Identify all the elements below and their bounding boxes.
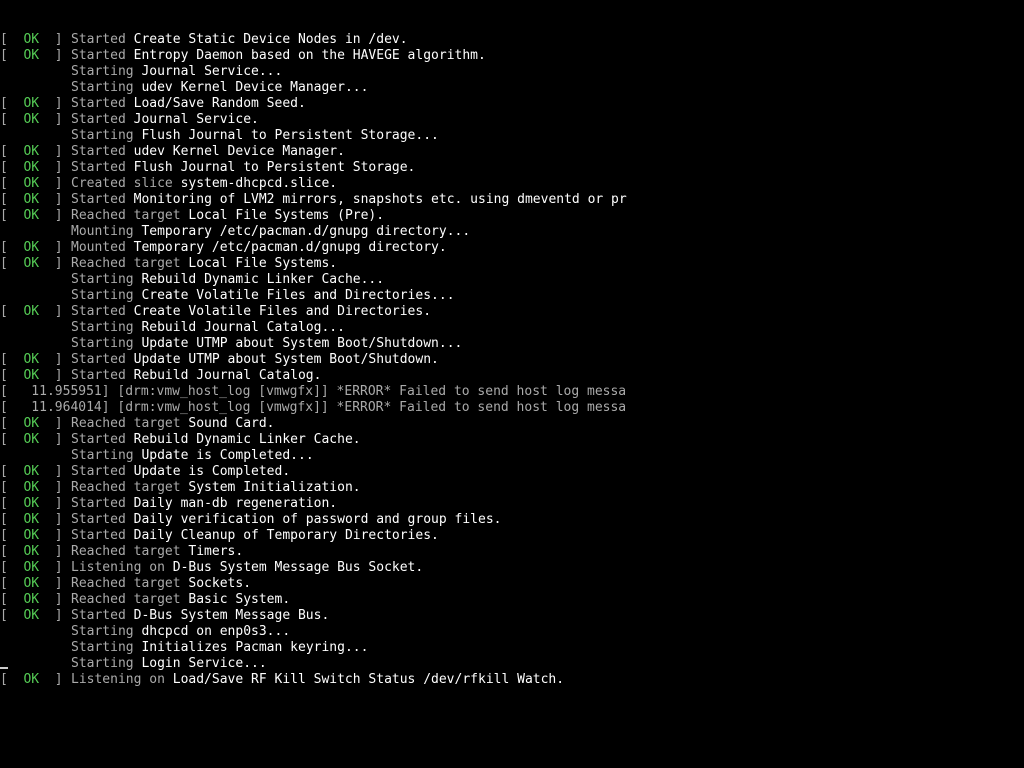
ok-status-badge: OK bbox=[23, 560, 40, 575]
status-column bbox=[0, 496, 71, 512]
log-line bbox=[0, 352, 1024, 368]
log-prefix: Started bbox=[71, 96, 126, 111]
ok-status-badge: OK bbox=[23, 144, 40, 159]
log-line bbox=[0, 144, 1024, 160]
log-line bbox=[0, 624, 1024, 640]
status-bracket-open: [ bbox=[0, 48, 8, 63]
log-prefix: Starting bbox=[71, 640, 134, 655]
status-bracket-close: ] bbox=[54, 608, 63, 623]
status-bracket-open: [ bbox=[0, 480, 8, 495]
status-bracket-close: ] bbox=[54, 672, 63, 687]
status-bracket-open: [ bbox=[0, 256, 8, 271]
log-prefix: Started bbox=[71, 192, 126, 207]
log-unit-text: Local File Systems. bbox=[188, 256, 338, 271]
status-column bbox=[0, 592, 71, 608]
status-bracket-open: [ bbox=[0, 608, 8, 623]
log-unit-text: Update is Completed. bbox=[133, 464, 291, 479]
log-prefix: Reached target bbox=[71, 592, 181, 607]
status-bracket-open: [ bbox=[0, 112, 8, 127]
status-column bbox=[0, 480, 71, 496]
log-prefix: Started bbox=[71, 144, 126, 159]
log-unit-text: Local File Systems (Pre). bbox=[188, 208, 385, 223]
log-line bbox=[0, 80, 1024, 96]
status-bracket-open: [ bbox=[0, 144, 8, 159]
ok-status-badge: OK bbox=[23, 208, 40, 223]
log-prefix: Starting bbox=[71, 128, 134, 143]
log-prefix: Started bbox=[71, 464, 126, 479]
log-line bbox=[0, 528, 1024, 544]
log-prefix: Starting bbox=[71, 336, 134, 351]
ok-status-badge: OK bbox=[23, 192, 40, 207]
log-line bbox=[0, 64, 1024, 80]
status-column bbox=[0, 560, 71, 576]
log-prefix: Started bbox=[71, 48, 126, 63]
log-unit-text: Temporary /etc/pacman.d/gnupg directory. bbox=[133, 240, 447, 255]
log-prefix: Started bbox=[71, 528, 126, 543]
ok-status-badge: OK bbox=[23, 464, 40, 479]
status-bracket-open: [ bbox=[0, 464, 8, 479]
log-unit-text: Create Volatile Files and Directories. bbox=[133, 304, 432, 319]
status-bracket-close: ] bbox=[54, 528, 63, 543]
log-line bbox=[0, 320, 1024, 336]
status-bracket-open: [ bbox=[0, 432, 8, 447]
log-line bbox=[0, 480, 1024, 496]
ok-status-badge: OK bbox=[23, 416, 40, 431]
log-unit-text: Entropy Daemon based on the HAVEGE algorithm. bbox=[133, 48, 486, 63]
log-prefix: Starting bbox=[71, 656, 134, 671]
log-unit-text: Basic System. bbox=[188, 592, 291, 607]
kernel-message: [ 11.955951] [drm:vmw_host_log [vmwgfx]] *ERROR* Failed to send host log messa bbox=[0, 384, 627, 399]
log-prefix: Mounting bbox=[71, 224, 134, 239]
ok-status-badge: OK bbox=[23, 544, 40, 559]
status-bracket-close: ] bbox=[54, 480, 63, 495]
log-unit-text: dhcpcd on enp0s3... bbox=[141, 624, 291, 639]
status-bracket-close: ] bbox=[54, 576, 63, 591]
log-unit-text: Update is Completed... bbox=[141, 448, 314, 463]
status-bracket-open: [ bbox=[0, 304, 8, 319]
log-unit-text: Daily man-db regeneration. bbox=[133, 496, 338, 511]
ok-status-badge: OK bbox=[23, 608, 40, 623]
status-column bbox=[0, 160, 71, 176]
status-column bbox=[0, 112, 71, 128]
kernel-message: [ 11.964014] [drm:vmw_host_log [vmwgfx]] *ERROR* Failed to send host log messa bbox=[0, 400, 627, 415]
log-line bbox=[0, 640, 1024, 656]
log-prefix: Started bbox=[71, 368, 126, 383]
ok-status-badge: OK bbox=[23, 96, 40, 111]
status-bracket-close: ] bbox=[54, 192, 63, 207]
status-bracket-open: [ bbox=[0, 576, 8, 591]
status-bracket-open: [ bbox=[0, 560, 8, 575]
log-prefix: Started bbox=[71, 304, 126, 319]
status-bracket-close: ] bbox=[54, 96, 63, 111]
status-column bbox=[0, 416, 71, 432]
status-bracket-close: ] bbox=[54, 544, 63, 559]
log-unit-text: D-Bus System Message Bus. bbox=[133, 608, 330, 623]
status-column bbox=[0, 608, 71, 624]
status-bracket-open: [ bbox=[0, 208, 8, 223]
log-unit-text: udev Kernel Device Manager... bbox=[141, 80, 369, 95]
status-bracket-close: ] bbox=[54, 368, 63, 383]
log-line bbox=[0, 448, 1024, 464]
status-column bbox=[0, 208, 71, 224]
ok-status-badge: OK bbox=[23, 512, 40, 527]
log-line bbox=[0, 608, 1024, 624]
log-unit-text: D-Bus System Message Bus Socket. bbox=[172, 560, 424, 575]
status-bracket-close: ] bbox=[54, 304, 63, 319]
log-prefix: Mounted bbox=[71, 240, 126, 255]
status-bracket-open: [ bbox=[0, 544, 8, 559]
log-line bbox=[0, 160, 1024, 176]
log-prefix: Starting bbox=[71, 320, 134, 335]
status-column bbox=[0, 672, 71, 688]
ok-status-badge: OK bbox=[23, 480, 40, 495]
log-prefix: Listening on bbox=[71, 672, 165, 687]
log-prefix: Started bbox=[71, 608, 126, 623]
log-prefix: Starting bbox=[71, 272, 134, 287]
log-line bbox=[0, 112, 1024, 128]
log-prefix: Started bbox=[71, 352, 126, 367]
log-line bbox=[0, 496, 1024, 512]
log-unit-text: Flush Journal to Persistent Storage... bbox=[141, 128, 439, 143]
log-line bbox=[0, 128, 1024, 144]
ok-status-badge: OK bbox=[23, 160, 40, 175]
log-line bbox=[0, 272, 1024, 288]
status-bracket-open: [ bbox=[0, 96, 8, 111]
ok-status-badge: OK bbox=[23, 240, 40, 255]
ok-status-badge: OK bbox=[23, 112, 40, 127]
log-unit-text: Timers. bbox=[188, 544, 244, 559]
log-line bbox=[0, 336, 1024, 352]
log-unit-text: Monitoring of LVM2 mirrors, snapshots etc. using dmeventd or pr bbox=[133, 192, 627, 207]
log-prefix: Reached target bbox=[71, 416, 181, 431]
log-prefix: Started bbox=[71, 496, 126, 511]
ok-status-badge: OK bbox=[23, 176, 40, 191]
log-prefix: Starting bbox=[71, 80, 134, 95]
log-unit-text: Create Static Device Nodes in /dev. bbox=[133, 32, 408, 47]
status-column bbox=[0, 576, 71, 592]
status-column bbox=[0, 304, 71, 320]
status-bracket-close: ] bbox=[54, 176, 63, 191]
status-bracket-close: ] bbox=[54, 256, 63, 271]
log-line bbox=[0, 656, 1024, 672]
log-unit-text: Journal Service. bbox=[133, 112, 259, 127]
status-bracket-open: [ bbox=[0, 512, 8, 527]
log-unit-text: Journal Service... bbox=[141, 64, 283, 79]
log-line bbox=[0, 304, 1024, 320]
status-bracket-open: [ bbox=[0, 672, 8, 687]
log-unit-text: Initializes Pacman keyring... bbox=[141, 640, 369, 655]
ok-status-badge: OK bbox=[23, 368, 40, 383]
ok-status-badge: OK bbox=[23, 256, 40, 271]
status-column bbox=[0, 352, 71, 368]
ok-status-badge: OK bbox=[23, 672, 40, 687]
log-line bbox=[0, 544, 1024, 560]
ok-status-badge: OK bbox=[23, 592, 40, 607]
log-line bbox=[0, 176, 1024, 192]
log-prefix: Reached target bbox=[71, 208, 181, 223]
ok-status-badge: OK bbox=[23, 304, 40, 319]
status-bracket-open: [ bbox=[0, 192, 8, 207]
log-prefix: Reached target bbox=[71, 480, 181, 495]
log-line bbox=[0, 400, 1024, 416]
status-bracket-open: [ bbox=[0, 240, 8, 255]
ok-status-badge: OK bbox=[23, 352, 40, 367]
log-line bbox=[0, 576, 1024, 592]
status-bracket-close: ] bbox=[54, 592, 63, 607]
status-bracket-open: [ bbox=[0, 368, 8, 383]
log-prefix: Started bbox=[71, 112, 126, 127]
status-column bbox=[0, 176, 71, 192]
log-unit-text: Load/Save RF Kill Switch Status /dev/rfkill Watch. bbox=[172, 672, 565, 687]
status-bracket-open: [ bbox=[0, 496, 8, 511]
log-line bbox=[0, 96, 1024, 112]
boot-log bbox=[0, 32, 1024, 688]
log-line bbox=[0, 432, 1024, 448]
log-line bbox=[0, 512, 1024, 528]
log-line bbox=[0, 384, 1024, 400]
status-column bbox=[0, 32, 71, 48]
log-unit-text: Temporary /etc/pacman.d/gnupg directory... bbox=[141, 224, 471, 239]
log-line bbox=[0, 288, 1024, 304]
status-column bbox=[0, 240, 71, 256]
log-unit-text: Rebuild Dynamic Linker Cache. bbox=[133, 432, 361, 447]
status-column bbox=[0, 544, 71, 560]
log-line bbox=[0, 240, 1024, 256]
log-unit-text: Daily Cleanup of Temporary Directories. bbox=[133, 528, 439, 543]
status-bracket-close: ] bbox=[54, 144, 63, 159]
log-prefix: Starting bbox=[71, 624, 134, 639]
log-unit-text: Rebuild Journal Catalog... bbox=[141, 320, 345, 335]
log-line bbox=[0, 592, 1024, 608]
status-column bbox=[0, 368, 71, 384]
log-unit-text: Create Volatile Files and Directories... bbox=[141, 288, 455, 303]
log-unit-text: Update UTMP about System Boot/Shutdown. bbox=[133, 352, 439, 367]
ok-status-badge: OK bbox=[23, 576, 40, 591]
log-prefix: Reached target bbox=[71, 256, 181, 271]
status-column bbox=[0, 512, 71, 528]
status-bracket-open: [ bbox=[0, 416, 8, 431]
log-line bbox=[0, 256, 1024, 272]
log-unit-text: Daily verification of password and group files. bbox=[133, 512, 502, 527]
ok-status-badge: OK bbox=[23, 48, 40, 63]
status-bracket-close: ] bbox=[54, 560, 63, 575]
status-bracket-close: ] bbox=[54, 160, 63, 175]
status-column bbox=[0, 464, 71, 480]
log-prefix: Started bbox=[71, 512, 126, 527]
log-prefix: Starting bbox=[71, 448, 134, 463]
log-prefix: Starting bbox=[71, 288, 134, 303]
text-cursor bbox=[0, 667, 8, 669]
log-unit-text: system-dhcpcd.slice. bbox=[180, 176, 338, 191]
status-bracket-close: ] bbox=[54, 32, 63, 47]
ok-status-badge: OK bbox=[23, 32, 40, 47]
status-bracket-close: ] bbox=[54, 432, 63, 447]
status-bracket-close: ] bbox=[54, 416, 63, 431]
status-column bbox=[0, 256, 71, 272]
status-bracket-close: ] bbox=[54, 496, 63, 511]
log-line bbox=[0, 368, 1024, 384]
status-column bbox=[0, 48, 71, 64]
log-line bbox=[0, 672, 1024, 688]
status-column bbox=[0, 432, 71, 448]
ok-status-badge: OK bbox=[23, 496, 40, 511]
status-bracket-open: [ bbox=[0, 352, 8, 367]
log-line bbox=[0, 464, 1024, 480]
status-bracket-open: [ bbox=[0, 592, 8, 607]
log-unit-text: Flush Journal to Persistent Storage. bbox=[133, 160, 416, 175]
log-unit-text: Load/Save Random Seed. bbox=[133, 96, 306, 111]
log-unit-text: Rebuild Dynamic Linker Cache... bbox=[141, 272, 385, 287]
log-unit-text: System Initialization. bbox=[188, 480, 361, 495]
status-bracket-close: ] bbox=[54, 464, 63, 479]
log-line bbox=[0, 224, 1024, 240]
log-unit-text: Rebuild Journal Catalog. bbox=[133, 368, 322, 383]
log-prefix: Starting bbox=[71, 64, 134, 79]
status-bracket-open: [ bbox=[0, 32, 8, 47]
log-prefix: Reached target bbox=[71, 576, 181, 591]
status-column bbox=[0, 192, 71, 208]
log-prefix: Created slice bbox=[71, 176, 173, 191]
status-column bbox=[0, 96, 71, 112]
status-bracket-open: [ bbox=[0, 528, 8, 543]
status-bracket-close: ] bbox=[54, 352, 63, 367]
status-bracket-open: [ bbox=[0, 176, 8, 191]
log-unit-text: Login Service... bbox=[141, 656, 267, 671]
status-bracket-close: ] bbox=[54, 112, 63, 127]
log-unit-text: Sockets. bbox=[188, 576, 252, 591]
log-prefix: Listening on bbox=[71, 560, 165, 575]
log-line bbox=[0, 560, 1024, 576]
ok-status-badge: OK bbox=[23, 528, 40, 543]
log-prefix: Started bbox=[71, 32, 126, 47]
status-bracket-close: ] bbox=[54, 240, 63, 255]
log-prefix: Reached target bbox=[71, 544, 181, 559]
status-bracket-close: ] bbox=[54, 208, 63, 223]
log-prefix: Started bbox=[71, 160, 126, 175]
log-line bbox=[0, 416, 1024, 432]
log-line bbox=[0, 192, 1024, 208]
status-bracket-open: [ bbox=[0, 160, 8, 175]
log-prefix: Started bbox=[71, 432, 126, 447]
log-line bbox=[0, 32, 1024, 48]
log-unit-text: Update UTMP about System Boot/Shutdown... bbox=[141, 336, 463, 351]
status-bracket-close: ] bbox=[54, 512, 63, 527]
status-column bbox=[0, 528, 71, 544]
status-column bbox=[0, 144, 71, 160]
log-line bbox=[0, 208, 1024, 224]
ok-status-badge: OK bbox=[23, 432, 40, 447]
log-unit-text: Sound Card. bbox=[188, 416, 275, 431]
log-unit-text: udev Kernel Device Manager. bbox=[133, 144, 345, 159]
log-line bbox=[0, 48, 1024, 64]
status-bracket-close: ] bbox=[54, 48, 63, 63]
